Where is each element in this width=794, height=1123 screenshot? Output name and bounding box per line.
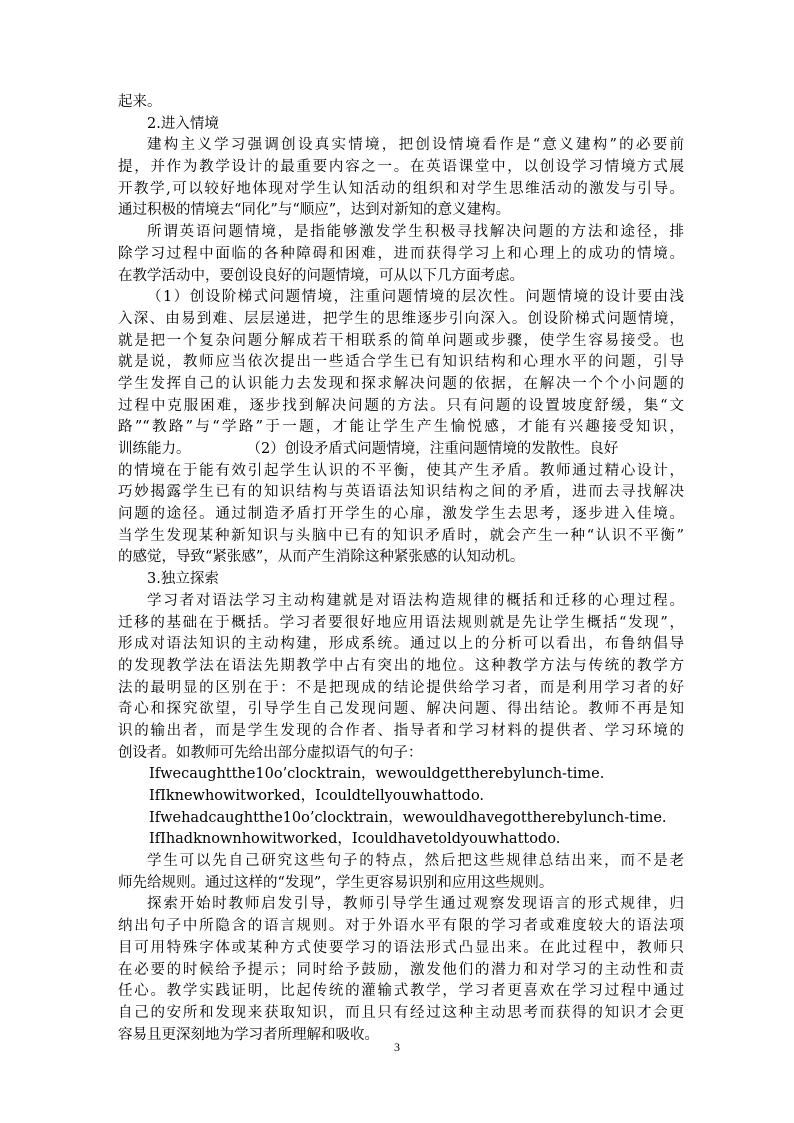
example-sentence: IfIhadknownhowitworked，Icouldhavetoldyouwhattodo. <box>149 831 561 848</box>
text-line: 奇心和探究欲望，引导学生自己发现问题、解决问题、得出结论。教师不再是知 <box>118 701 684 718</box>
example-sentence: IfIknewhowitworked，Icouldtellyouwhattodo. <box>149 788 485 804</box>
text-line: 通过积极的情境去“同化”与“顺应”，达到对新知的意义建构。 <box>118 202 511 219</box>
text-line: 形成对语法知识的主动构建，形成系统。通过以上的分析可以看出，布鲁纳倡导 <box>118 636 684 653</box>
text-line: （1）创设阶梯式问题情境，注重问题情境的层次性。问题情境的设计要由浅 <box>147 289 684 306</box>
text-line: 巧妙揭露学生已有的知识结构与英语语法知识结构之间的矛盾，进而去寻找解决 <box>118 484 684 501</box>
section-heading: 3.独立探索 <box>147 571 219 588</box>
text-line: 就是把一个复杂问题分解成若干相联系的简单问题或步骤，使学生容易接受。也 <box>118 332 684 349</box>
text-line: 过程中克服困难，逐步找到解决问题的方法。只有问题的设置坡度舒缓，集“文 <box>118 397 684 414</box>
page-number: 3 <box>394 1040 400 1054</box>
text-line: 任心。教学实践证明，比起传统的灌输式教学，学习者更喜欢在学习过程中通过 <box>118 983 684 1000</box>
text-line: 识的输出者，而是学生发现的合作者、指导者和学习材料的提供者、学习环境的 <box>118 722 684 739</box>
text-line: 法的最明显的区别在于：不是把现成的结论提供给学习者，而是利用学习者的好 <box>118 679 684 696</box>
text-line: 在教学活动中，要创设良好的问题情境，可从以下几方面考虑。 <box>118 267 524 284</box>
text-line: 当学生发现某种新知识与头脑中已有的知识矛盾时，就会产生一种“认识不平衡” <box>118 527 684 544</box>
text-line: 在必要的时候给予提示；同时给予鼓励，激发他们的潜力和对学习的主动性和责 <box>118 961 684 978</box>
text-line <box>118 439 684 461</box>
text-line: 容易且更深刻地为学习者所理解和吸收。 <box>118 1026 379 1043</box>
text-line: 就是说，教师应当依次提出一些适合学生已有知识结构和心理水平的问题，引导 <box>118 354 684 371</box>
text-line: 探索开始时教师启发引导，教师引导学生通过观察发现语言的形式规律，归 <box>147 896 684 913</box>
text-line: 起来。 <box>118 94 162 110</box>
text-line: 创设者。如教师可先给出部分虚拟语气的句子： <box>118 744 423 761</box>
text-line: 迁移的基础在于概括。学习者要很好地应用语法规则就是先让学生概括“发现”， <box>118 614 684 631</box>
text-line: 建构主义学习强调创设真实情境，把创设情境看作是“意义建构”的必要前 <box>147 137 684 154</box>
text-line: 的情境在于能有效引起学生认识的不平衡，使其产生矛盾。教师通过精心设计， <box>118 462 684 479</box>
text-line: 学生发挥自己的认识能力去发现和探求解决问题的依据，在解决一个个小问题的 <box>118 375 684 392</box>
text-line: 学生可以先自己研究这些句子的特点，然后把这些规律总结出来，而不是老 <box>147 853 684 870</box>
text-line: 提，并作为教学设计的最重要内容之一。在英语课堂中，以创设学习情境方式展 <box>118 159 684 176</box>
text-line: 纳出句子中所隐含的语言规则。对于外语水平有限的学习者或难度较大的语法项 <box>118 918 684 935</box>
text-line: 开教学,可以较好地体现对学生认知活动的组织和对学生思维活动的激发与引导。 <box>118 180 684 197</box>
text-line: 的感觉，导致“紧张感”，从而产生消除这种紧张感的认知动机。 <box>118 549 525 566</box>
text-line: 学习者对语法学习主动构建就是对语法构造规律的概括和迁移的心理过程。 <box>147 592 684 609</box>
text-line: 路”“教路”与“学路”于一题，才能让学生产生愉悦感，才能有兴趣接受知识， <box>118 419 684 436</box>
text-segment: （2）创设矛盾式问题情境，注重问题情境的发散性。良好 <box>246 441 619 457</box>
text-line: 除学习过程中面临的各种障碍和困难，进而获得学习上和心理上的成功的情境。 <box>118 245 684 262</box>
section-heading: 2.进入情境 <box>147 115 219 132</box>
text-segment: 训练能力。 <box>118 441 191 457</box>
text-line: 所谓英语问题情境，是指能够激发学生积极寻找解决问题的方法和途径，排 <box>147 224 684 241</box>
text-line: 自己的安所和发现来获取知识，而且只有经过这种主动思考而获得的知识才会更 <box>118 1004 684 1021</box>
body-text <box>118 92 684 1046</box>
example-sentence: Ifwehadcaughtthe10o’clocktrain，wewouldhavegottherebylunch-time. <box>149 809 667 826</box>
text-line: 问题的途径。通过制造矛盾打开学生的心扉，激发学生去思考，逐步进入佳境。 <box>118 506 684 523</box>
text-line: 师先给规则。通过这样的“发现”，学生更容易识别和应用这些规则。 <box>118 874 554 891</box>
example-sentence: Ifwecaughtthe10o’clocktrain，wewouldgettherebylunch-time. <box>149 766 605 783</box>
text-line: 的发现教学法在语法先期教学中占有突出的地位。这种教学方法与传统的教学方 <box>118 657 684 674</box>
text-line: 目可用特殊字体或某种方式使要学习的语法形式凸显出来。在此过程中，教师只 <box>118 939 684 956</box>
text-line: 入深、由易到难、层层递进，把学生的思维逐步引向深入。创设阶梯式问题情境， <box>118 310 684 327</box>
